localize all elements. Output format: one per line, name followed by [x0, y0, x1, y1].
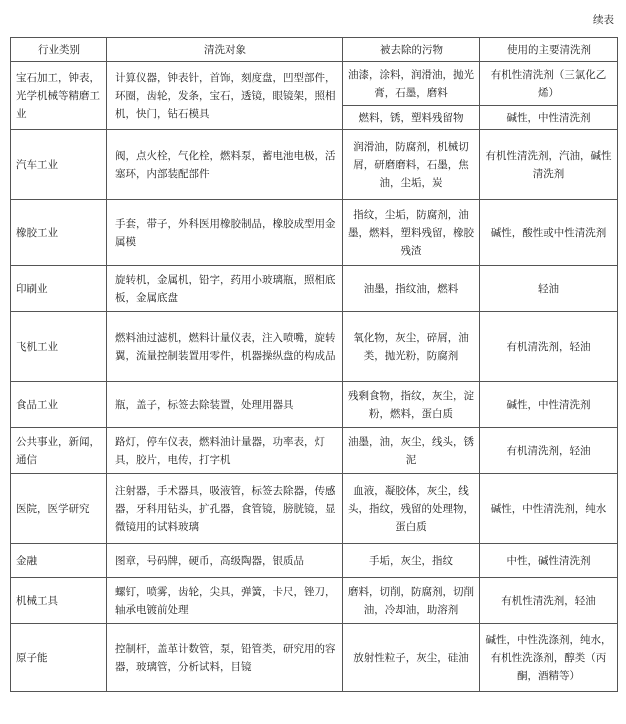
- agents-cell: 碱性，中性清洗剂: [480, 382, 618, 428]
- table-row: [11, 624, 618, 692]
- continued-label: 续表: [593, 14, 614, 26]
- objects-cell: 路灯，停车仪表，燃料油计量器，功率表，灯具，胶片，电传，打字机: [107, 428, 343, 474]
- industry-cell: 医院，医学研究: [11, 474, 107, 544]
- objects-cell: 螺钉，喷雾，齿轮，尖具，弹簧，卡尺，锉刀，轴承电镀前处理: [107, 578, 343, 624]
- pollutants-cell: 油墨，油，灰尘，线头，锈泥: [343, 428, 480, 474]
- table-row: [11, 474, 618, 544]
- header-agents: 使用的主要清洗剂: [480, 38, 618, 62]
- objects-cell: 瓶，盖子，标签去除装置，处理用器具: [107, 382, 343, 428]
- table-row: [11, 578, 618, 624]
- header-row: [11, 38, 618, 62]
- industry-cell: 公共事业，新闻，通信: [11, 428, 107, 474]
- table-row: [11, 544, 618, 578]
- industry-cell: 橡胶工业: [11, 200, 107, 266]
- header-pollutants: 被去除的污物: [343, 38, 480, 62]
- agents-cell: 有机清洗剂，轻油: [480, 428, 618, 474]
- table-row: [11, 266, 618, 312]
- industry-cell: 金融: [11, 544, 107, 578]
- pollutants-cell: 氧化物，灰尘，碎屑，油类，抛光粉，防腐剂: [343, 312, 480, 382]
- objects-cell: 手套，带子，外科医用橡胶制品，橡胶成型用金属模: [107, 200, 343, 266]
- pollutants-cell: 磨料，切削，防腐剂，切削油，冷却油，助溶剂: [343, 578, 480, 624]
- pollutants-cell: 油漆，涂料，润滑油，抛光膏，石墨，磨料: [343, 62, 480, 106]
- pollutants-cell: 指纹，尘垢，防腐剂，油墨，燃料，塑料残留，橡胶残渣: [343, 200, 480, 266]
- industry-cell: 原子能: [11, 624, 107, 692]
- industry-cell: 印刷业: [11, 266, 107, 312]
- header-objects: 清洗对象: [107, 38, 343, 62]
- agents-cell: 碱性，中性清洗剂，纯水: [480, 474, 618, 544]
- agents-cell: 有机性清洗剂，轻油: [480, 578, 618, 624]
- objects-cell: 控制杆，盖革计数管，泵，铅管类，研究用的容器，玻璃管，分析试料，目镜: [107, 624, 343, 692]
- objects-cell: 图章，号码牌，硬币，高级陶器，银质品: [107, 544, 343, 578]
- pollutants-cell: 手垢，灰尘，指纹: [343, 544, 480, 578]
- pollutants-cell: 残剩食物，指纹，灰尘，淀粉，燃料，蛋白质: [343, 382, 480, 428]
- cleaning-table: [10, 37, 618, 692]
- objects-cell: 注射器，手术器具，吸液管，标签去除器，传感器，牙科用钻头，扩孔器，食管镜，膀胱镜，显微镜用的试料玻璃: [107, 474, 343, 544]
- table-row: [11, 200, 618, 266]
- pollutants-cell: 燃料，锈，塑料残留物: [343, 106, 480, 130]
- objects-cell: 旋转机，金属机，铅字，药用小玻璃瓶，照相底板，金属底盘: [107, 266, 343, 312]
- pollutants-cell: 放射性粒子，灰尘，硅油: [343, 624, 480, 692]
- table-row: [11, 130, 618, 200]
- industry-cell: 机械工具: [11, 578, 107, 624]
- table-row: [11, 382, 618, 428]
- table-row: [11, 62, 618, 106]
- objects-cell: 阀，点火栓，气化栓，燃料泵，蓄电池电极，活塞环，内部装配部件: [107, 130, 343, 200]
- pollutants-cell: 血液，凝胶体，灰尘，线头，指纹，残留的处理物，蛋白质: [343, 474, 480, 544]
- table-row: [11, 312, 618, 382]
- agents-cell: 轻油: [480, 266, 618, 312]
- agents-cell: 有机性清洗剂（三氯化乙烯）: [480, 62, 618, 106]
- industry-cell: 食品工业: [11, 382, 107, 428]
- objects-cell: 计算仪器，钟表针，首饰，刻度盘，凹型部件，环圈，齿轮，发条，宝石，透镜，眼镜架，照相机，快门，钻石模具: [107, 62, 343, 130]
- table-row: [11, 428, 618, 474]
- agents-cell: 碱性，酸性或中性清洗剂: [480, 200, 618, 266]
- pollutants-cell: 油墨，指纹油，燃料: [343, 266, 480, 312]
- industry-cell: 宝石加工，钟表，光学机械等精磨工业: [11, 62, 107, 130]
- pollutants-cell: 润滑油，防腐剂，机械切屑，研磨磨料，石墨，焦油，尘垢，炭: [343, 130, 480, 200]
- objects-cell: 燃料油过滤机，燃料计量仪表，注入喷嘴，旋转翼，流量控制装置用零件，机器操纵盘的构成品: [107, 312, 343, 382]
- agents-cell: 碱性，中性洗涤剂，纯水，有机性洗涤剂，醇类（丙酮，酒精等）: [480, 624, 618, 692]
- header-industry: 行业类别: [11, 38, 107, 62]
- agents-cell: 中性，碱性清洗剂: [480, 544, 618, 578]
- agents-cell: 有机性清洗剂，汽油，碱性清洗剂: [480, 130, 618, 200]
- agents-cell: 有机清洗剂，轻油: [480, 312, 618, 382]
- industry-cell: 汽车工业: [11, 130, 107, 200]
- agents-cell: 碱性，中性清洗剂: [480, 106, 618, 130]
- industry-cell: 飞机工业: [11, 312, 107, 382]
